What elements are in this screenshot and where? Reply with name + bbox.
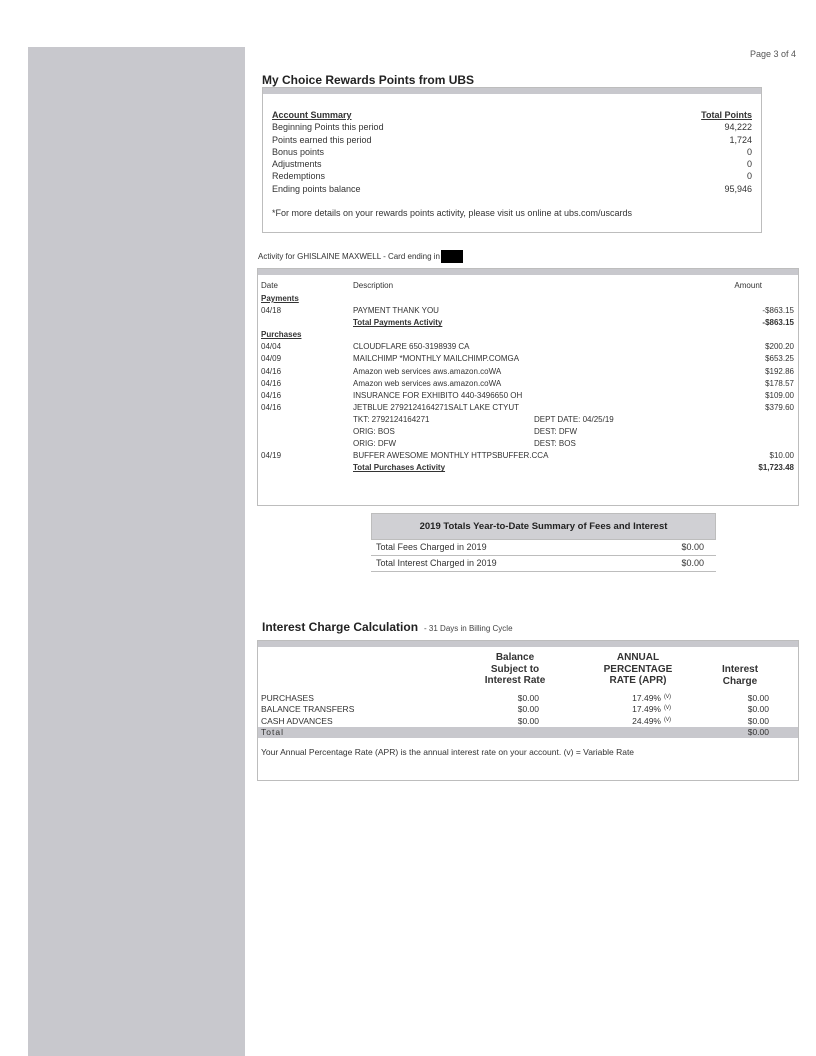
payments-total-row: Total Payments Activity -$863.15 [353, 318, 794, 328]
rewards-row: Ending points balance 95,946 [272, 183, 752, 194]
activity-row: 04/19 BUFFER AWESOME MONTHLY HTTPSBUFFER.CCA $10.00 [261, 451, 794, 461]
rewards-row: Bonus points 0 [272, 146, 752, 157]
left-sidebar-band [28, 47, 245, 1056]
interest-row: CASH ADVANCES $0.00 24.49% $^{(v)}$ $0.00 [261, 715, 769, 726]
rewards-row: Redemptions 0 [272, 171, 752, 182]
activity-cardholder-label: Activity for GHISLAINE MAXWELL - Card ending in [258, 250, 463, 263]
ytd-row: Total Interest Charged in 2019 $0.00 [371, 556, 716, 572]
rewards-summary-box [262, 87, 762, 233]
activity-row: 04/04 CLOUDFLARE 650-3198939 CA $200.20 [261, 342, 794, 352]
ytd-row: Total Fees Charged in 2019 $0.00 [371, 540, 716, 556]
activity-row: 04/16 Amazon web services aws.amazon.coWA $178.57 [261, 378, 794, 388]
col-charge-header: Interest Charge [721, 664, 759, 687]
interest-calc-table [257, 640, 799, 781]
activity-row: ORIG: DFW DEST: BOS [353, 439, 576, 449]
apr-note: Your Annual Percentage Rate (APR) is the annual interest rate on your account. (v) = Variable Rate [261, 747, 635, 757]
activity-column-headers: Date Description Amount [261, 281, 762, 290]
ytd-title: 2019 Totals Year-to-Date Summary of Fees and Interest [371, 513, 716, 540]
payments-header: Payments [261, 294, 299, 303]
purchases-header: Purchases [261, 330, 302, 340]
page-number: Page 3 of 4 [749, 49, 796, 59]
rewards-row: Points earned this period 1,724 [272, 134, 752, 145]
interest-title: Interest Charge Calculation - 31 Days in Billing Cycle [262, 620, 513, 634]
interest-row: PURCHASES $0.00 17.49% $^{(v)}$ $0.00 [261, 693, 769, 703]
activity-row: TKT: 2792124164271 DEPT DATE: 04/25/19 [353, 414, 614, 424]
interest-rows [258, 693, 798, 738]
rewards-row: Beginning Points this period 94,222 [272, 122, 752, 133]
redacted-card-number [441, 250, 463, 263]
interest-total-row: Total $0.00 [258, 727, 798, 738]
rewards-note: *For more details on your rewards points activity, please visit us online at ubs.com/uscards [272, 208, 632, 218]
activity-row: ORIG: BOS DEST: DFW [353, 427, 578, 437]
purchases-total-row: Total Purchases Activity $1,723.48 [353, 463, 794, 473]
rewards-title: My Choice Rewards Points from UBS [262, 73, 475, 87]
activity-row: 04/16 Amazon web services aws.amazon.coWA $192.86 [261, 366, 794, 376]
rewards-header-row: Account Summary Total Points [272, 110, 752, 120]
activity-table [257, 268, 799, 506]
interest-row: BALANCE TRANSFERS $0.00 17.49% $^{(v)}$ $0.00 [261, 704, 769, 715]
rewards-rows [272, 109, 752, 195]
activity-row: 04/16 INSURANCE FOR EXHIBITO 440-3496650 OH $109.00 [261, 390, 794, 400]
activity-row: 04/18 PAYMENT THANK YOU -$863.15 [261, 306, 794, 316]
activity-row: 04/16 JETBLUE 2792124164271SALT LAKE CTYUT $379.60 [261, 402, 794, 412]
rewards-row: Adjustments 0 [272, 159, 752, 170]
interest-subtitle: - 31 Days in Billing Cycle [424, 624, 513, 633]
col-balance-header: Balance Subject to Interest Rate [484, 652, 546, 686]
col-apr-header: ANNUAL PERCENTAGE RATE (APR) [603, 652, 673, 686]
activity-rows [258, 293, 798, 474]
ytd-summary-table [371, 513, 716, 572]
activity-row: 04/09 MAILCHIMP *MONTHLY MAILCHIMP.COMGA $653.25 [261, 354, 794, 364]
